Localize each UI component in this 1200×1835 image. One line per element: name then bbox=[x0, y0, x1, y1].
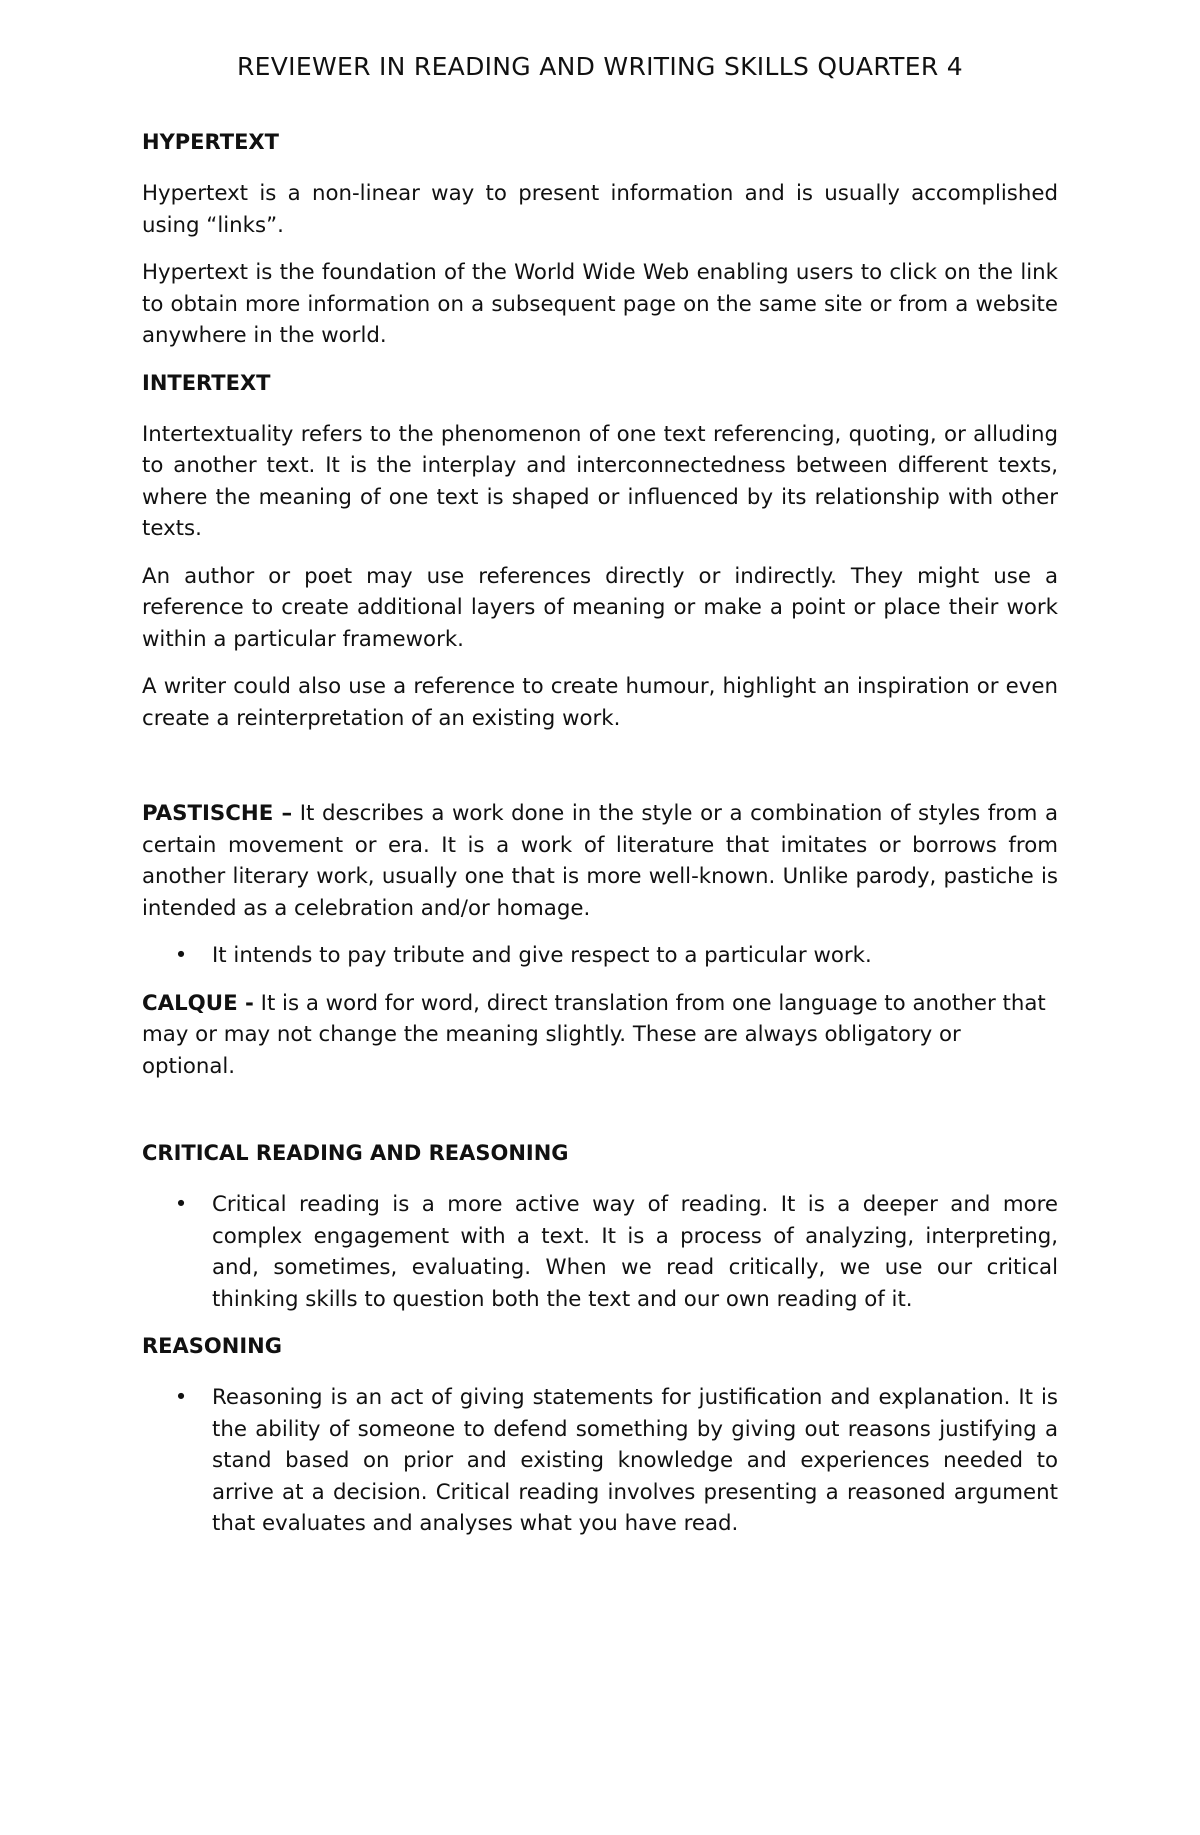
reasoning-bullet-list bbox=[142, 1382, 1058, 1540]
document-title: REVIEWER IN READING AND WRITING SKILLS QUARTER 4 bbox=[237, 52, 963, 81]
heading-hypertext: HYPERTEXT bbox=[142, 130, 279, 154]
spacer bbox=[142, 1098, 1058, 1138]
pastiche-paragraph bbox=[142, 798, 1058, 924]
heading-critical-reading: CRITICAL READING AND REASONING bbox=[142, 1141, 569, 1165]
section-hypertext bbox=[142, 127, 1058, 352]
critical-bullet-text: Critical reading is a more active way of reading. It is a deeper and more complex engagement with a text. It is a process of analyzing, interpreting, and, sometimes, evaluating. When we read critically, we use our critical thinking skills to question both the text and our own reading of it. bbox=[212, 1192, 1058, 1312]
critical-bullet-list bbox=[142, 1189, 1058, 1315]
reasoning-bullet-text: Reasoning is an act of giving statements for justification and explanation. It is the ability of someone to defend something by giving out reasons justifying a stand based on prior and existing knowledge and experiences needed to arrive at a decision. Critical reading involves presenting a reasoned argument that evaluates and analyses what you have read. bbox=[212, 1385, 1058, 1536]
bullet-icon: • bbox=[174, 1192, 188, 1217]
hypertext-paragraph-2: Hypertext is the foundation of the World Wide Web enabling users to click on the link to obtain more information on a subsequent page on the same site or from a website anywhere in the world. bbox=[142, 260, 1058, 348]
list-item bbox=[174, 1382, 1058, 1540]
section-pastiche bbox=[142, 798, 1058, 972]
intertext-paragraph-3: A writer could also use a reference to create humour, highlight an inspiration or even create a reinterpretation of an existing work. bbox=[142, 674, 1058, 731]
pastiche-term: PASTISCHE – bbox=[142, 801, 293, 826]
list-item bbox=[174, 1189, 1058, 1315]
list-item bbox=[174, 940, 1058, 972]
intertext-paragraph-1: Intertextuality refers to the phenomenon of one text referencing, quoting, or alluding to another text. It is the interplay and interconnectedness between different texts, where the meaning of one text is shaped or influenced by its relationship with other texts. bbox=[142, 421, 1058, 541]
heading-reasoning: REASONING bbox=[142, 1334, 282, 1358]
spacer bbox=[142, 750, 1058, 798]
bullet-icon: • bbox=[174, 943, 188, 968]
intertext-paragraph-2: An author or poet may use references directly or indirectly. They might use a reference to create additional layers of meaning or make a point or place their work within a particular framework. bbox=[142, 563, 1058, 652]
bullet-icon: • bbox=[174, 1385, 188, 1410]
section-intertext bbox=[142, 368, 1058, 735]
pastiche-bullet-text: It intends to pay tribute and give respect to a particular work. bbox=[212, 943, 872, 968]
section-calque bbox=[142, 988, 1058, 1083]
calque-definition: It is a word for word, direct translation from one language to another that may or may not change the meaning slightly. These are always obligatory or optional. bbox=[142, 990, 1046, 1079]
hypertext-paragraph-1: Hypertext is a non-linear way to present information and is usually accomplished using “links”. bbox=[142, 181, 1058, 238]
calque-term: CALQUE - bbox=[142, 990, 254, 1016]
pastiche-definition: It describes a work done in the style or a combination of styles from a certain movement or era. It is a work of literature that imitates or borrows from another literary work, usually one that is more well-known. Unlike parody, pastiche is intended as a celebration and/or homage. bbox=[142, 801, 1058, 921]
heading-intertext: INTERTEXT bbox=[142, 370, 271, 395]
section-reasoning bbox=[142, 1331, 1058, 1540]
pastiche-bullet-list bbox=[142, 940, 1058, 972]
section-critical-reading bbox=[142, 1138, 1058, 1315]
calque-paragraph bbox=[142, 988, 1058, 1083]
